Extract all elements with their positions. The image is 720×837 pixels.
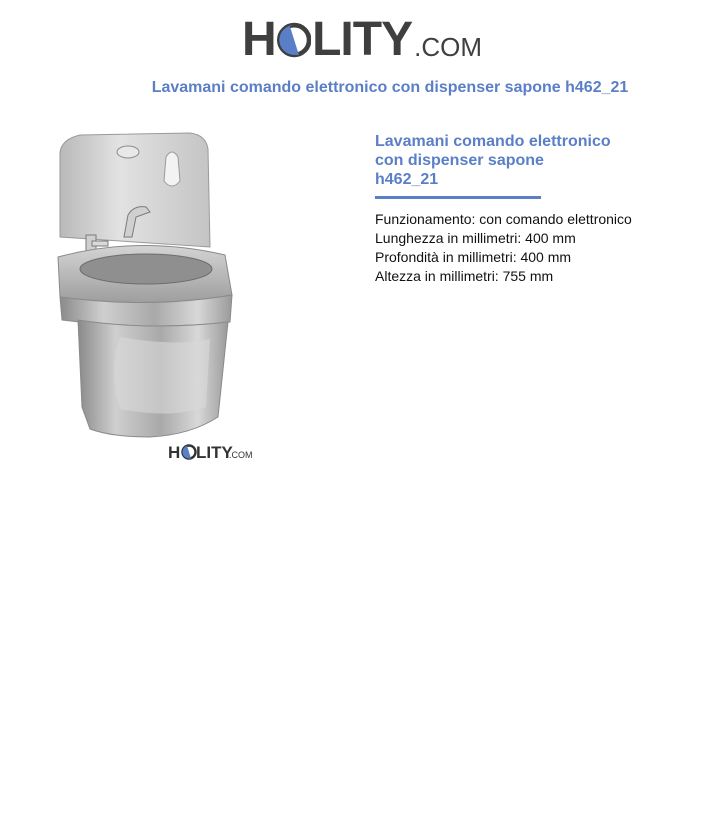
product-image [20, 117, 256, 472]
soap-dispenser-icon [164, 152, 180, 186]
spec-depth: Profondità in millimetri: 400 mm [375, 249, 572, 265]
watermark-letter-h: H [168, 443, 181, 462]
spec-height: Altezza in millimetri: 755 mm [375, 268, 554, 284]
logo-suffix: .COM [414, 31, 482, 62]
product-name-line-2: con dispenser sapone [375, 152, 544, 169]
product-name [375, 132, 625, 189]
sensor-icon [117, 146, 139, 158]
spec-length: Lunghezza in millimetri: 400 mm [375, 230, 576, 246]
page-title: Lavamani comando elettronico con dispenser sapone h462_21 [151, 79, 629, 96]
title-underline [375, 196, 541, 199]
product-name-line-3: h462_21 [375, 171, 439, 188]
basin-bowl [80, 254, 212, 284]
logo-letter-h: H [242, 13, 276, 66]
product-name-line-1: Lavamani comando elettronico [375, 133, 611, 150]
watermark-letters-rest: LITY [196, 443, 233, 462]
logo-o-mark-icon [277, 18, 311, 62]
site-logo[interactable] [242, 12, 482, 68]
spec-operation: Funzionamento: con comando elettronico [375, 211, 632, 227]
watermark-suffix: .COM [229, 450, 253, 460]
product-info [375, 132, 705, 286]
logo-letters-rest: LITY [312, 13, 413, 66]
